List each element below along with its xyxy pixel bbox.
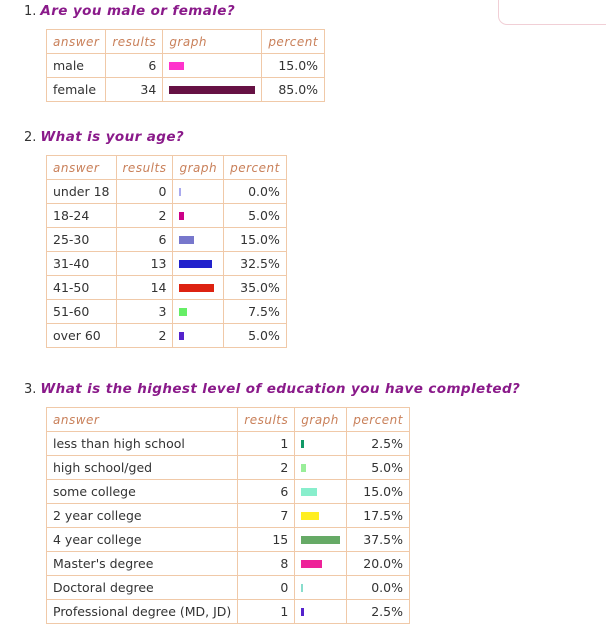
percent-cell: 2.5% (347, 432, 410, 456)
percent-cell: 5.0% (224, 324, 287, 348)
tab-corner-decoration (498, 0, 606, 25)
table-row (47, 600, 410, 624)
results-cell: 1 (238, 432, 295, 456)
percent-cell: 35.0% (224, 276, 287, 300)
answer-cell: Master's degree (47, 552, 238, 576)
percent-cell: 32.5% (224, 252, 287, 276)
answer-header: answer (47, 30, 106, 54)
graph-bar (179, 308, 187, 316)
percent-cell: 20.0% (347, 552, 410, 576)
results-header: results (238, 408, 295, 432)
graph-cell (173, 252, 224, 276)
graph-bar (301, 512, 319, 520)
graph-bar (179, 332, 184, 340)
graph-cell (295, 552, 347, 576)
graph-bar (301, 488, 317, 496)
table-row (47, 252, 287, 276)
graph-bar (301, 584, 303, 592)
percent-cell: 0.0% (347, 576, 410, 600)
graph-cell (295, 600, 347, 624)
graph-cell (295, 480, 347, 504)
percent-cell: 5.0% (347, 456, 410, 480)
graph-cell (295, 528, 347, 552)
results-cell: 14 (116, 276, 173, 300)
answer-cell: less than high school (47, 432, 238, 456)
table-row (47, 300, 287, 324)
graph-header: graph (163, 30, 262, 54)
answer-header: answer (47, 156, 117, 180)
question-title (24, 1, 235, 21)
table-row (47, 204, 287, 228)
graph-bar (169, 86, 255, 94)
table-row (47, 528, 410, 552)
results-cell: 2 (238, 456, 295, 480)
graph-bar (179, 212, 184, 220)
results-cell: 6 (238, 480, 295, 504)
results-cell: 2 (116, 204, 173, 228)
answer-cell: Doctoral degree (47, 576, 238, 600)
graph-cell (295, 576, 347, 600)
answer-cell: over 60 (47, 324, 117, 348)
answer-cell: 2 year college (47, 504, 238, 528)
graph-cell (173, 204, 224, 228)
graph-cell (295, 432, 347, 456)
table-row (47, 180, 287, 204)
results-header: results (116, 156, 173, 180)
percent-cell: 15.0% (347, 480, 410, 504)
graph-bar (301, 608, 304, 616)
answer-cell: 31-40 (47, 252, 117, 276)
results-cell: 3 (116, 300, 173, 324)
graph-cell (163, 54, 262, 78)
table-row (47, 54, 325, 78)
graph-cell (295, 456, 347, 480)
graph-header: graph (295, 408, 347, 432)
table-header-row (47, 30, 325, 54)
answer-cell: Professional degree (MD, JD) (47, 600, 238, 624)
answer-cell: high school/ged (47, 456, 238, 480)
graph-cell (295, 504, 347, 528)
graph-bar (179, 260, 212, 268)
results-cell: 6 (116, 228, 173, 252)
results-cell: 13 (116, 252, 173, 276)
graph-cell (173, 300, 224, 324)
results-table (46, 29, 325, 102)
results-cell: 7 (238, 504, 295, 528)
answer-cell: female (47, 78, 106, 102)
results-header: results (106, 30, 163, 54)
results-table (46, 407, 410, 624)
table-row (47, 432, 410, 456)
graph-cell (173, 324, 224, 348)
graph-header: graph (173, 156, 224, 180)
percent-cell: 17.5% (347, 504, 410, 528)
answer-cell: 41-50 (47, 276, 117, 300)
answer-cell: male (47, 54, 106, 78)
graph-cell (173, 228, 224, 252)
percent-cell: 37.5% (347, 528, 410, 552)
percent-cell: 85.0% (262, 78, 325, 102)
table-row (47, 78, 325, 102)
percent-header: percent (262, 30, 325, 54)
question-title (24, 127, 184, 147)
results-cell: 6 (106, 54, 163, 78)
percent-cell: 15.0% (262, 54, 325, 78)
graph-cell (163, 78, 262, 102)
results-cell: 15 (238, 528, 295, 552)
table-row (47, 576, 410, 600)
table-header-row (47, 408, 410, 432)
percent-cell: 0.0% (224, 180, 287, 204)
graph-bar (301, 536, 340, 544)
answer-cell: under 18 (47, 180, 117, 204)
answer-cell: some college (47, 480, 238, 504)
results-cell: 8 (238, 552, 295, 576)
answer-cell: 51-60 (47, 300, 117, 324)
answer-header: answer (47, 408, 238, 432)
question-number: 1. (24, 4, 37, 19)
answer-cell: 25-30 (47, 228, 117, 252)
results-cell: 0 (116, 180, 173, 204)
question-number: 2. (24, 130, 37, 145)
graph-cell (173, 180, 224, 204)
question-text: What is your age? (40, 129, 185, 145)
question-number: 3. (24, 382, 37, 397)
results-table (46, 155, 287, 348)
results-cell: 0 (238, 576, 295, 600)
percent-header: percent (224, 156, 287, 180)
table-row (47, 552, 410, 576)
table-row (47, 456, 410, 480)
graph-bar (169, 62, 184, 70)
table-row (47, 480, 410, 504)
graph-bar (179, 188, 181, 196)
table-header-row (47, 156, 287, 180)
answer-cell: 4 year college (47, 528, 238, 552)
table-row (47, 228, 287, 252)
results-cell: 1 (238, 600, 295, 624)
graph-bar (301, 560, 322, 568)
answer-cell: 18-24 (47, 204, 117, 228)
percent-header: percent (347, 408, 410, 432)
percent-cell: 5.0% (224, 204, 287, 228)
question-title (24, 379, 520, 399)
table-row (47, 504, 410, 528)
results-cell: 2 (116, 324, 173, 348)
results-cell: 34 (106, 78, 163, 102)
graph-bar (179, 284, 214, 292)
table-row (47, 276, 287, 300)
question-text: Are you male or female? (40, 3, 236, 19)
graph-cell (173, 276, 224, 300)
question-text: What is the highest level of education you have completed? (40, 381, 521, 397)
percent-cell: 7.5% (224, 300, 287, 324)
graph-bar (179, 236, 194, 244)
table-row (47, 324, 287, 348)
percent-cell: 2.5% (347, 600, 410, 624)
graph-bar (301, 464, 306, 472)
percent-cell: 15.0% (224, 228, 287, 252)
graph-bar (301, 440, 304, 448)
